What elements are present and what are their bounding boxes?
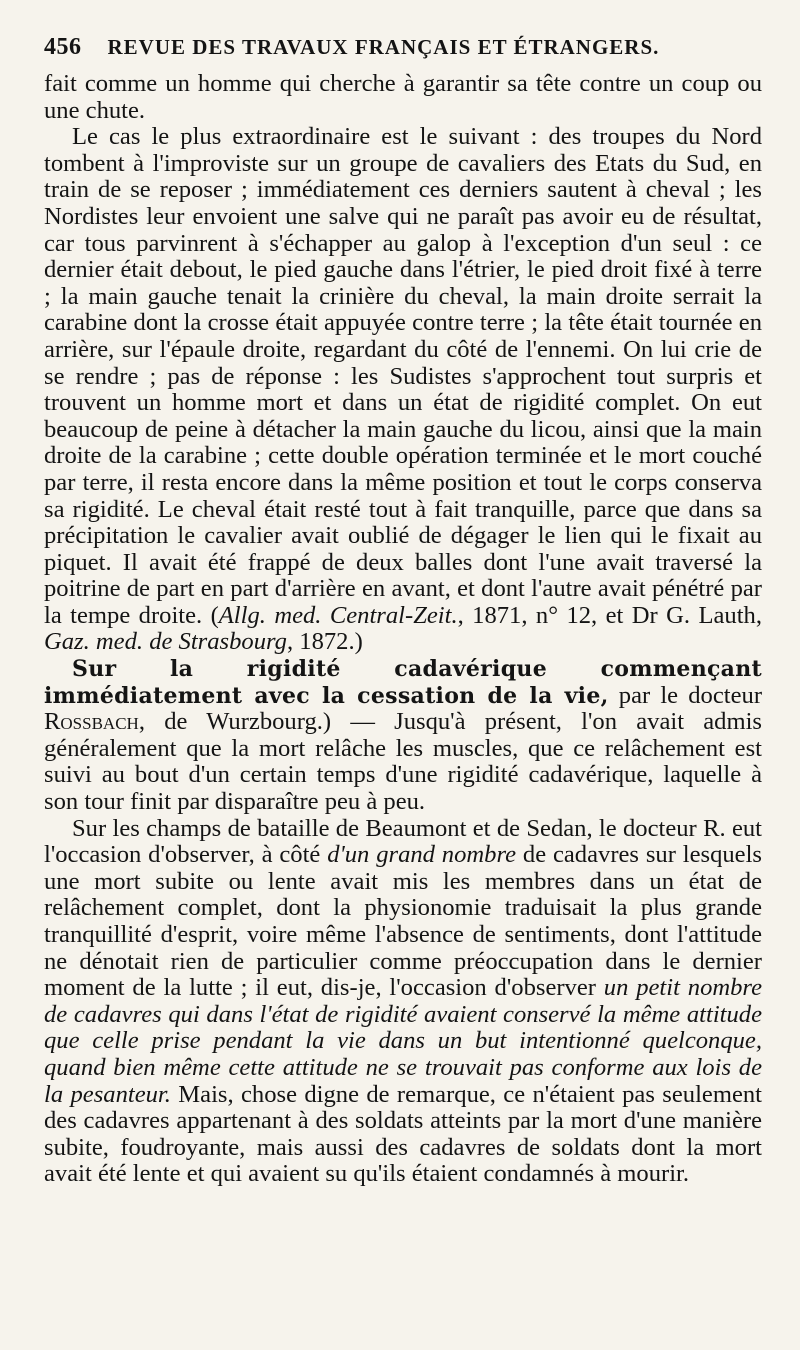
paragraph-case [44,124,762,656]
paragraph-text: , de Wurzbourg.) — Jusqu'à présent, l'on avait admis généralement que la mort relâche les muscles, que ce relâchement est suivi au bout d'un certain temps d'une rigidité cadavérique, laquelle à son tour finit par disparaître peu à peu. [44,708,762,816]
paragraph-text: Mais, chose digne de remarque, ce n'étaient pas seulement des cadavres appartenant à des soldats atteints par la mort d'une manière subite, foudroyante, mais aussi des cadavres de soldats dont la mort avait été lente et qui avaient su qu'ils étaient condamnés à mourir. [44,1080,762,1188]
citation-journal: Allg. med. Central-Zeit. [218,601,458,629]
citation-text: , 1872.) [286,628,363,656]
page-header [44,34,762,61]
author-name: Rossbach [44,708,139,736]
paragraph-text: Sur les champs de bataille de Beaumont et de Sedan, le docteur R. eut l'occasion d'observer, à côté [44,814,762,869]
citation-journal: Gaz. med. de Strasbourg [44,628,287,656]
paragraph-text: fait comme un homme qui cherche à garantir sa tête contre un coup ou une chute. [44,70,762,124]
paragraph-rossbach [44,656,762,816]
citation-text: , 1871, n° 12, et Dr G. Lauth, [457,601,762,629]
page-body [44,71,762,1188]
paragraph-text: Le cas le plus extraordinaire est le suivant : des troupes du Nord tombent à l'improviste sur un groupe de cavaliers des Etats du Sud, en train de se reposer ; immédiatement ces derniers sautent à cheval ; les Nordistes leur envoient une salve qui ne paraît pas avoir eu de résultat, car tous parvinrent à s'échapper au galop à l'exception d'un seul : ce dernier était debout, le pied gauche dans l'étrier, le pied droit fixé à terre ; la main gauche tenait la crinière du cheval, la main droite serrait la carabine dont la crosse était appuyée contre terre ; la tête était tournée en arrière, sur l'épaule droite, regardant du côté de l'ennemi. On lui crie de se rendre ; pas de réponse : les Sudistes s'approchent tout surpris et trouvent un homme mort et dans un état de rigidité complet. On eut beaucoup de peine à détacher la main gauche du licou, ainsi que la main droite de la carabine ; cette double opération terminée et le mort couché par terre, il resta encore dans la même position et tout le corps conserva sa rigidité. Le cheval était resté tout à fait tranquille, parce que dans sa précipitation le cavalier avait oublié de dégager le lien qui le fixait au piquet. Il avait été frappé de deux balles dont l'une avait traversé la poitrine de part en part d'arrière en avant, et dont l'autre avait pénétré par la tempe droite. ( [44,123,762,629]
running-head: REVUE DES TRAVAUX FRANÇAIS ET ÉTRANGERS. [107,35,660,59]
paragraph-battlefield [44,816,762,1188]
emphasis-text: d'un grand nombre [327,841,517,869]
page-number: 456 [44,34,82,60]
emphasis-text: un petit nombre de cadavres qui dans l'état de rigidité avaient conservé la même attitude que celle prise pendant la vie dans un but intentionné quelconque, quand bien même cette attitude ne se trouvait pas conforme aux lois de la pesanteur. [44,974,762,1108]
paragraph-text: de cadavres sur lesquels une mort subite ou lente avait mis les membres dans un état de relâchement complet, dont la physionomie traduisait la plus grande tranquillité d'esprit, voire même l'absence de sentiments, dont l'attitude ne dénotait rien de particulier comme préoccupation dans le dernier moment de la lutte ; il eut, dis-je, l'occasion d'observer [44,841,762,1002]
author-prefix: par le docteur [608,681,763,709]
paragraph-continuation [44,71,762,124]
article-title: Sur la rigidité cadavérique commençant immédiatement avec la cessation de la vie, [44,656,762,709]
